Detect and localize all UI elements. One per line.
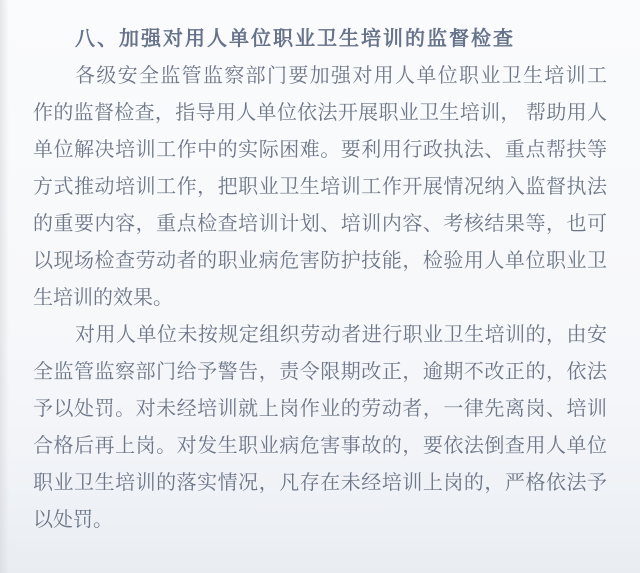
text-line: 对用人单位未按规定组织劳动者进行职业卫生培训的，由安 <box>75 324 607 346</box>
text-line: 各级安全监管监察部门要加强对用人单位职业卫生培训工 <box>75 65 607 87</box>
text-line: 方式推动培训工作，把职业卫生培训工作开展情况纳入监督执法 <box>33 176 607 198</box>
text-line: 职业卫生培训的落实情况，凡存在未经培训上岗的，严格依法予 <box>33 472 607 494</box>
text-line: 生培训的效果。 <box>33 287 173 309</box>
text-line: 单位解决培训工作中的实际困难。要利用行政执法、重点帮扶等 <box>33 139 607 161</box>
text-line: 以现场检查劳动者的职业病危害防护技能，检验用人单位职业卫 <box>33 250 607 272</box>
text-line: 作的监督检查，指导用人单位依法开展职业卫生培训， 帮助用人 <box>33 102 607 124</box>
document-content <box>33 21 607 539</box>
text-line: 予以处罚。对未经培训就上岗作业的劳动者，一律先离岗、培训 <box>33 398 607 420</box>
text-line: 以处罚。 <box>33 509 113 531</box>
text-line: 合格后再上岗。对发生职业病危害事故的，要依法倒查用人单位 <box>33 435 607 457</box>
text-line: 全监管监察部门给予警告，责令限期改正，逾期不改正的，依法 <box>33 361 607 383</box>
section-heading: 八、加强对用人单位职业卫生培训的监督检查 <box>75 28 515 50</box>
text-line: 的重要内容，重点检查培训计划、培训内容、考核结果等，也可 <box>33 213 607 235</box>
